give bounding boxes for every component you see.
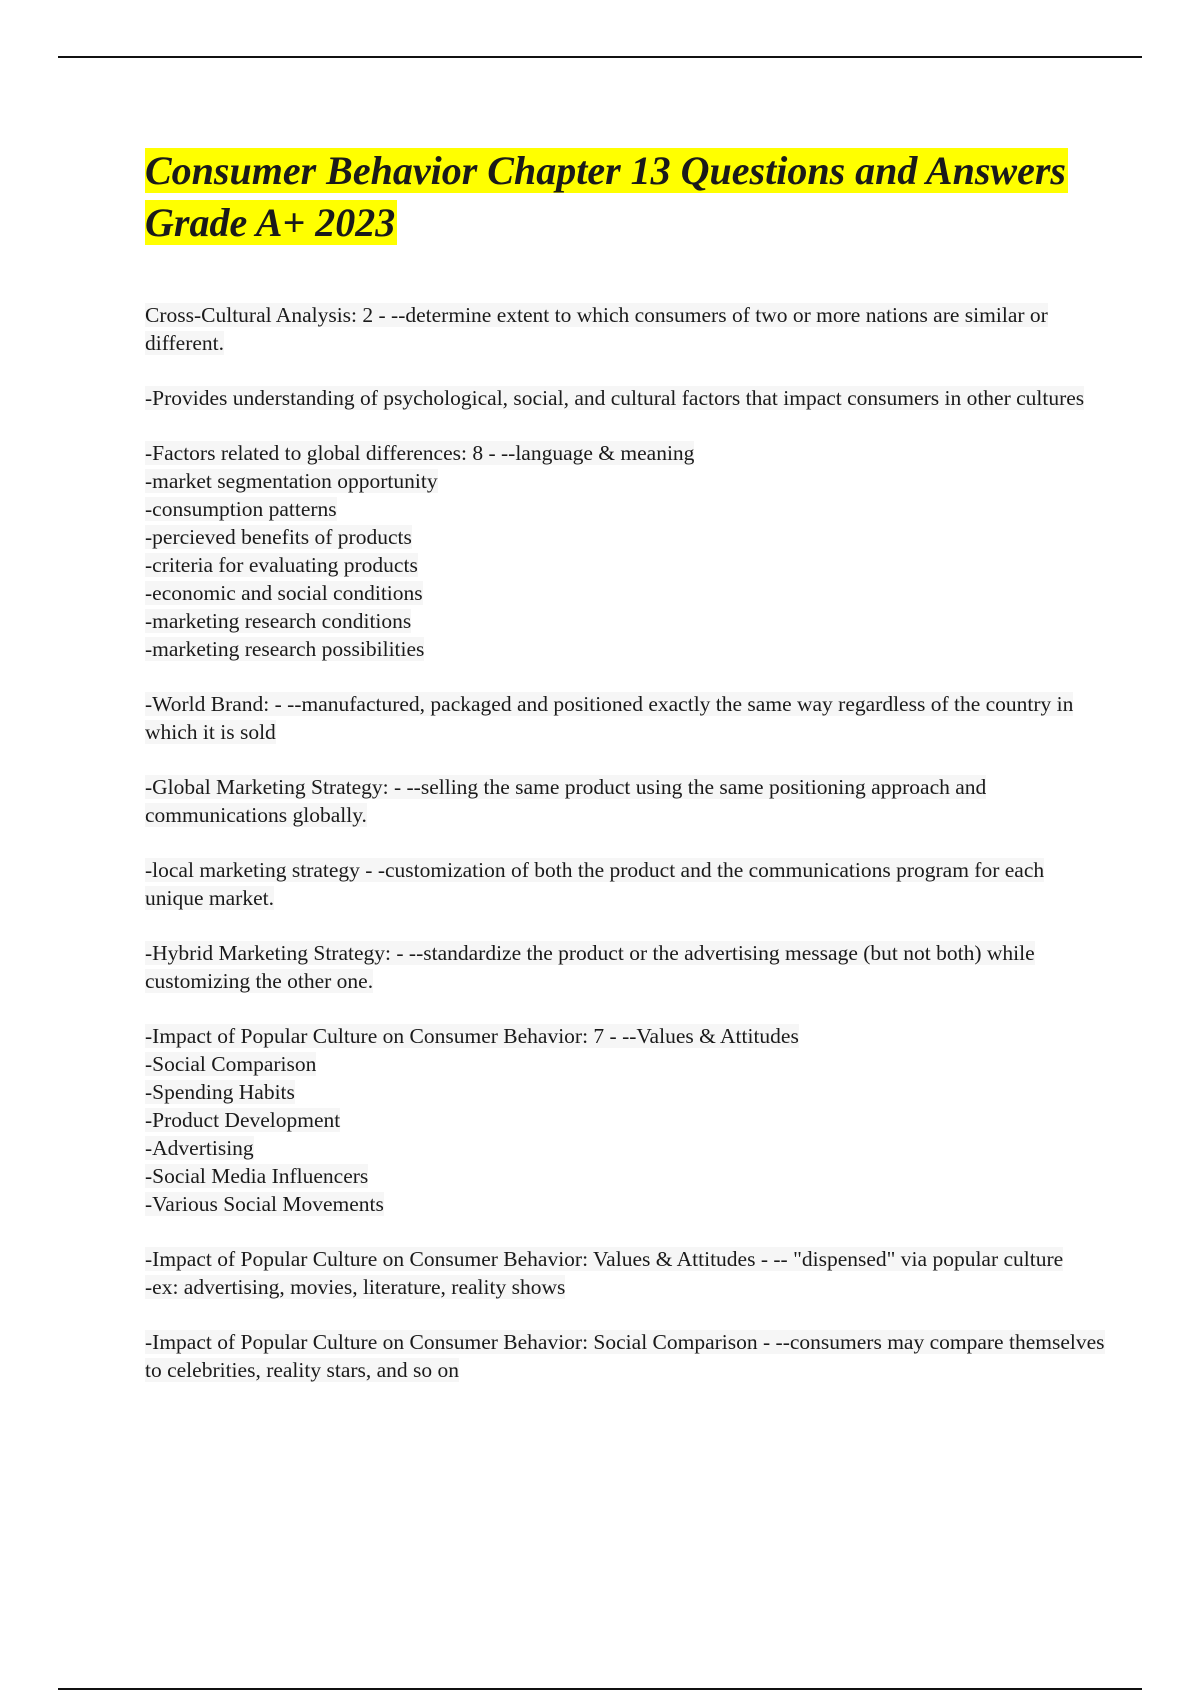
- qa-entry: [145, 439, 1105, 663]
- qa-text: -World Brand: - --manufactured, packaged and positioned exactly the same way regardless of the country in which it is sold: [145, 692, 1074, 744]
- document-body: [145, 145, 1105, 1411]
- qa-text: -Global Marketing Strategy: - --selling the same product using the same positioning approach and communications globally.: [145, 775, 987, 827]
- qa-text: -percieved benefits of products: [145, 525, 412, 549]
- qa-entry: [145, 1328, 1105, 1384]
- qa-text: -ex: advertising, movies, literature, reality shows: [145, 1275, 566, 1299]
- qa-line: [145, 1273, 1105, 1301]
- page-top-rule: [58, 56, 1142, 58]
- qa-text: -Factors related to global differences: 8 - --language & meaning: [145, 441, 695, 465]
- document-title-text: Consumer Behavior Chapter 13 Questions and Answers Grade A+ 2023: [145, 148, 1066, 245]
- qa-entry: [145, 301, 1105, 357]
- qa-text: -marketing research conditions: [145, 609, 412, 633]
- qa-text: -Impact of Popular Culture on Consumer Behavior: Social Comparison - --consumers may compare themselves to celebrities, reality stars, and so on: [145, 1330, 1105, 1382]
- qa-line: [145, 1162, 1105, 1190]
- qa-text: -Advertising: [145, 1136, 254, 1160]
- qa-entry: [145, 1245, 1105, 1301]
- qa-text: -Provides understanding of psychological, social, and cultural factors that impact consumers in other cultures: [145, 386, 1085, 410]
- qa-line: [145, 690, 1105, 746]
- qa-text: -consumption patterns: [145, 497, 337, 521]
- qa-line: [145, 1134, 1105, 1162]
- qa-text: -Various Social Movements: [145, 1192, 384, 1216]
- qa-line: [145, 579, 1105, 607]
- qa-text: -economic and social conditions: [145, 581, 423, 605]
- page-bottom-rule: [58, 1688, 1142, 1690]
- qa-entry: [145, 939, 1105, 995]
- qa-line: [145, 523, 1105, 551]
- qa-line: [145, 635, 1105, 663]
- qa-text: Cross-Cultural Analysis: 2 - --determine extent to which consumers of two or more nations are similar or different.: [145, 303, 1048, 355]
- qa-text: -criteria for evaluating products: [145, 553, 418, 577]
- qa-line: [145, 467, 1105, 495]
- qa-text: -marketing research possibilities: [145, 637, 425, 661]
- qa-text: -Impact of Popular Culture on Consumer Behavior: 7 - --Values & Attitudes: [145, 1024, 799, 1048]
- qa-line: [145, 773, 1105, 829]
- qa-line: [145, 856, 1105, 912]
- qa-entry: [145, 1022, 1105, 1218]
- qa-entry: [145, 856, 1105, 912]
- qa-list: [145, 301, 1105, 1384]
- qa-line: [145, 1245, 1105, 1273]
- qa-line: [145, 301, 1105, 357]
- qa-text: -Spending Habits: [145, 1080, 295, 1104]
- qa-line: [145, 1106, 1105, 1134]
- qa-line: [145, 1022, 1105, 1050]
- qa-text: -Impact of Popular Culture on Consumer Behavior: Values & Attitudes - -- "dispensed" via popular culture: [145, 1247, 1064, 1271]
- qa-line: [145, 1328, 1105, 1384]
- qa-text: -Social Media Influencers: [145, 1164, 369, 1188]
- qa-line: [145, 551, 1105, 579]
- qa-line: [145, 1190, 1105, 1218]
- qa-line: [145, 1050, 1105, 1078]
- qa-line: [145, 439, 1105, 467]
- qa-line: [145, 939, 1105, 995]
- qa-text: -Product Development: [145, 1108, 341, 1132]
- qa-text: -market segmentation opportunity: [145, 469, 438, 493]
- qa-entry: [145, 384, 1105, 412]
- qa-text: -Social Comparison: [145, 1052, 317, 1076]
- qa-entry: [145, 773, 1105, 829]
- qa-line: [145, 384, 1105, 412]
- qa-entry: [145, 690, 1105, 746]
- qa-line: [145, 495, 1105, 523]
- qa-line: [145, 607, 1105, 635]
- document-title: [145, 145, 1105, 249]
- qa-line: [145, 1078, 1105, 1106]
- qa-text: -Hybrid Marketing Strategy: - --standardize the product or the advertising message (but not both) while customizing the other one.: [145, 941, 1035, 993]
- qa-text: -local marketing strategy - -customization of both the product and the communications program for each unique market.: [145, 858, 1045, 910]
